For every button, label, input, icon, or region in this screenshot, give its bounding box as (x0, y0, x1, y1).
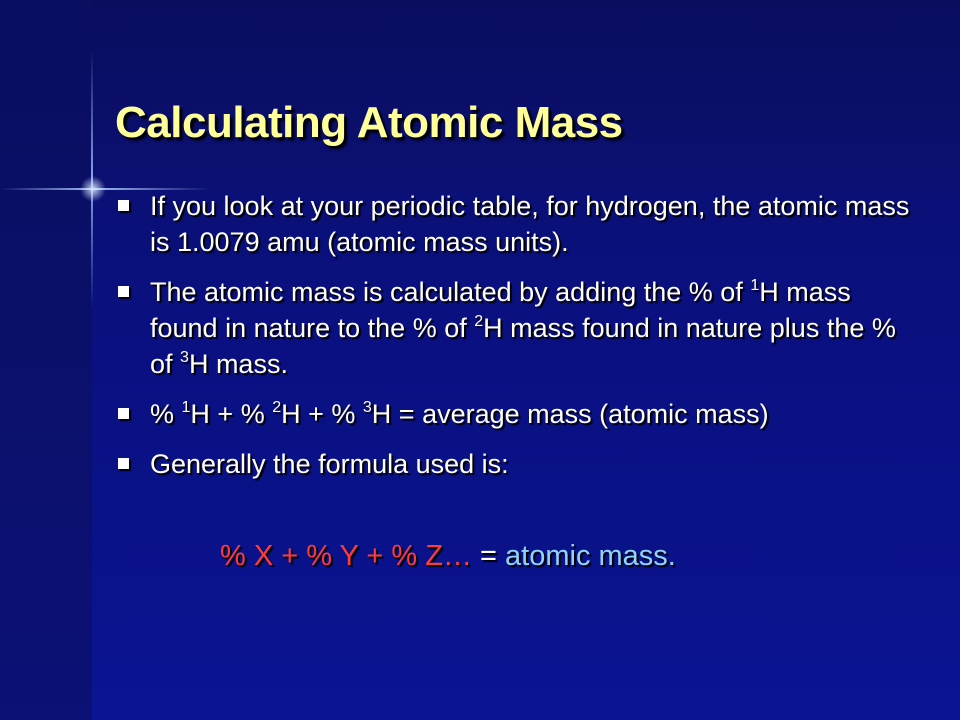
formula-rhs: atomic mass. (505, 540, 676, 572)
slide-title: Calculating Atomic Mass (115, 98, 623, 147)
bullet-text-part: H = average mass (atomic mass) (371, 399, 769, 429)
formula-lhs: % X + % Y + % Z… (220, 540, 472, 572)
square-bullet-icon (118, 408, 129, 419)
isotope-superscript: 3 (362, 399, 372, 416)
bullet-item (118, 396, 918, 432)
left-background-band (0, 0, 92, 720)
formula-line (220, 538, 676, 574)
bullet-item (118, 446, 918, 482)
bullet-text-part: The atomic mass is calculated by adding the % of (150, 277, 751, 307)
square-bullet-icon (118, 200, 129, 211)
bullet-text-part: H mass found in nature to the % of (150, 277, 851, 343)
square-bullet-icon (118, 458, 129, 469)
isotope-superscript: 1 (181, 399, 191, 416)
isotope-superscript: 2 (272, 399, 282, 416)
bullet-text-part: % (150, 399, 182, 429)
bullet-item (118, 188, 918, 260)
formula-equals: = (471, 540, 506, 572)
bullet-text-part: H mass. (188, 349, 288, 379)
isotope-superscript: 1 (750, 277, 760, 294)
square-bullet-icon (118, 286, 129, 297)
isotope-superscript: 2 (474, 313, 484, 330)
bullet-item (118, 274, 918, 382)
bullet-text: If you look at your periodic table, for hydrogen, the atomic mass is 1.0079 amu (atomic mass units). (150, 191, 910, 257)
bullet-text-part: H + % (190, 399, 273, 429)
bullet-text-part: H + % (281, 399, 363, 429)
isotope-superscript: 3 (180, 349, 189, 366)
bullet-text-part: H mass found in nature plus the % of (150, 313, 896, 379)
decorative-star-glow (80, 176, 106, 202)
bullet-text: Generally the formula used is: (150, 449, 509, 479)
bullet-list (118, 188, 918, 496)
top-background-band (92, 0, 960, 190)
